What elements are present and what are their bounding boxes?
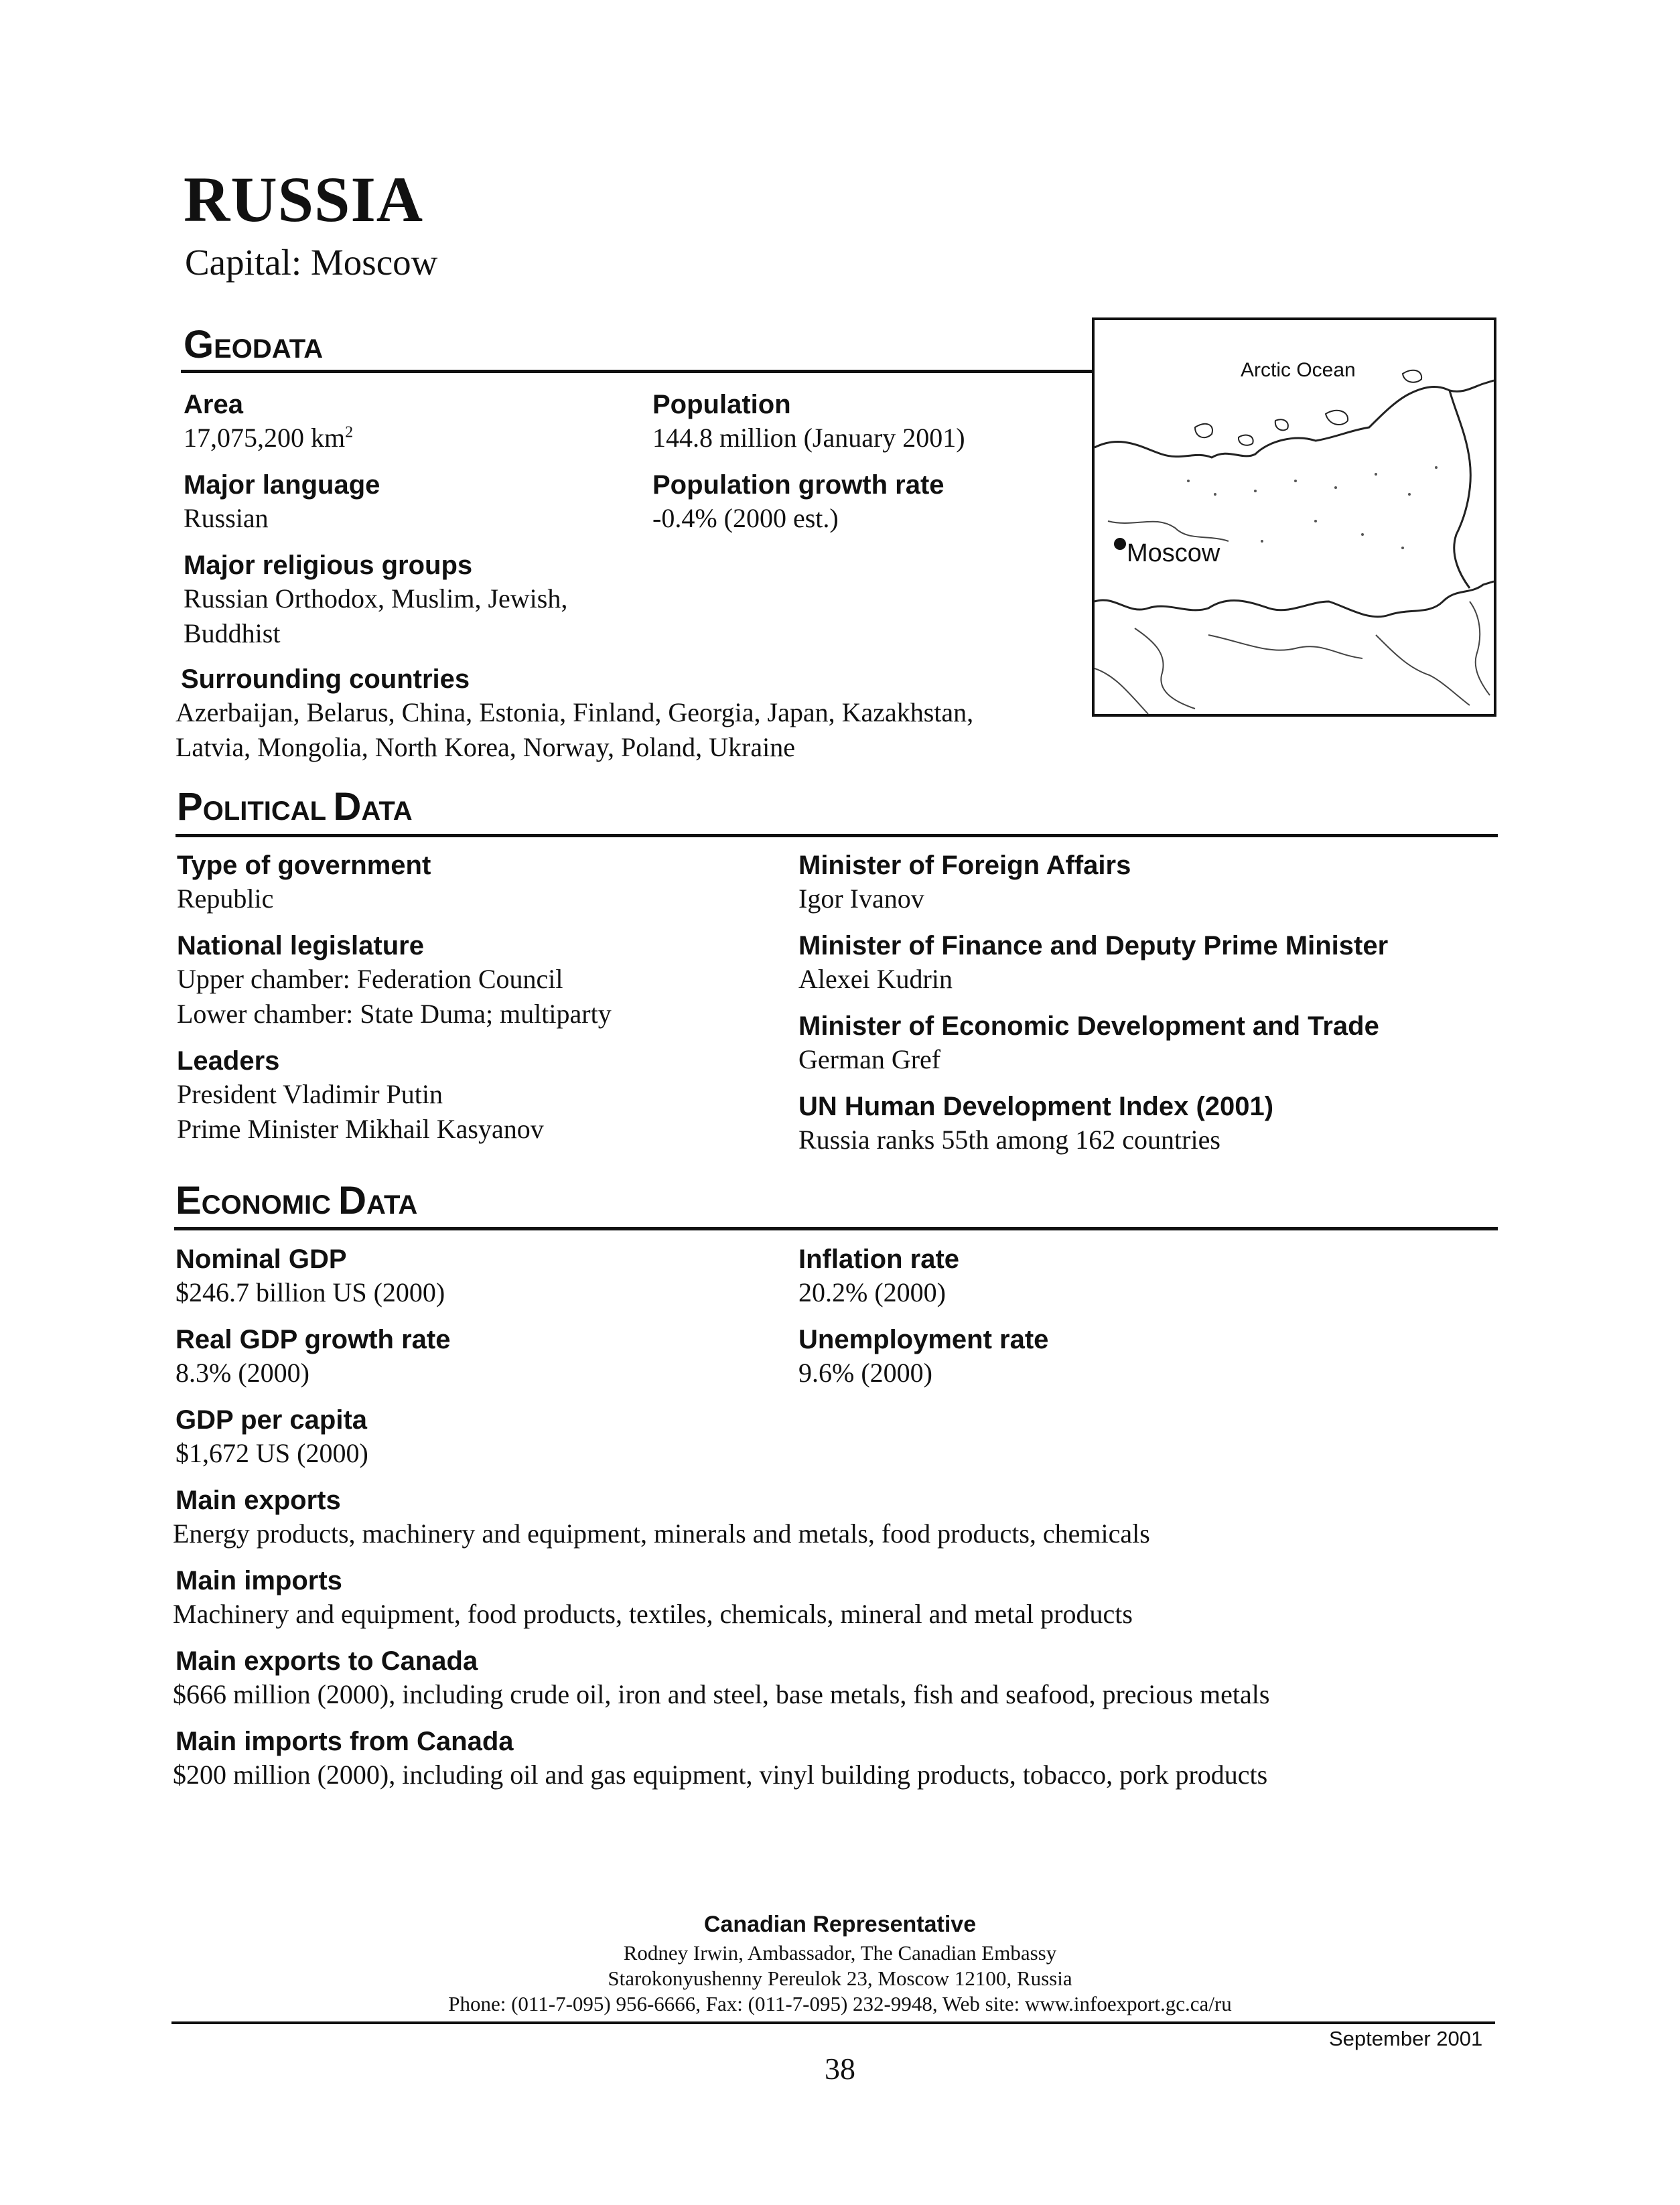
religion-label: Major religious groups (184, 551, 473, 580)
political-rule (176, 834, 1498, 837)
representative-line-2: Starokonyushenny Pereulok 23, Moscow 12100, Russia (608, 1967, 1072, 1990)
growth-label: Population growth rate (652, 470, 944, 500)
capital-subtitle: Capital: Moscow (185, 242, 438, 283)
unemployment-value: 9.6% (2000) (798, 1358, 932, 1388)
legislature-label: National legislature (177, 931, 424, 961)
representative-heading: Canadian Representative (703, 1912, 977, 1937)
russia-map-graphic (1095, 320, 1494, 714)
representative-line-1: Rodney Irwin, Ambassador, The Canadian Embassy (623, 1941, 1057, 1965)
inflation-value: 20.2% (2000) (798, 1277, 946, 1307)
foreign-minister-label: Minister of Foreign Affairs (798, 851, 1131, 880)
hdi-label: UN Human Development Index (2001) (798, 1092, 1274, 1121)
imports-from-canada-value: $200 million (2000), including oil and gas equipment, vinyl building products, tobacco, pork products (173, 1760, 1268, 1790)
gdp-per-capita-value: $1,672 US (2000) (176, 1438, 368, 1468)
economic-rule (174, 1227, 1498, 1230)
gdp-value: $246.7 billion US (2000) (176, 1277, 445, 1307)
legislature-value-1: Upper chamber: Federation Council (177, 964, 563, 994)
geodata-rule (181, 370, 1093, 373)
gdp-label: Nominal GDP (176, 1244, 347, 1274)
map-ocean-label: Arctic Ocean (1241, 359, 1356, 381)
main-exports-label: Main exports (176, 1486, 341, 1515)
econdev-minister-label: Minister of Economic Development and Trade (798, 1011, 1379, 1041)
unemployment-label: Unemployment rate (798, 1325, 1049, 1354)
exports-to-canada-label: Main exports to Canada (176, 1646, 478, 1676)
legislature-value-2: Lower chamber: State Duma; multiparty (177, 999, 612, 1029)
economic-heading: ECONOMIC DATA (176, 1179, 418, 1222)
page-number: 38 (825, 2052, 855, 2086)
area-value: 17,075,200 $km^2$ (184, 423, 354, 453)
footer-rule (171, 2021, 1495, 2024)
finance-minister-value: Alexei Kudrin (798, 964, 953, 994)
religion-value-2: Buddhist (184, 618, 281, 648)
government-label: Type of government (177, 851, 431, 880)
area-label: Area (184, 390, 243, 419)
surrounding-label: Surrounding countries (181, 664, 470, 694)
exports-to-canada-value: $666 million (2000), including crude oil, iron and steel, base metals, fish and seafood, precious metals (173, 1679, 1270, 1709)
publication-date: September 2001 (1329, 2027, 1483, 2050)
representative-line-3: Phone: (011-7-095) 956-6666, Fax: (011-7-095) 232-9948, Web site: www.infoexport.gc.ca/ru (448, 1992, 1232, 2015)
leaders-label: Leaders (177, 1046, 280, 1076)
growth-value: -0.4% (2000 est.) (652, 503, 839, 533)
main-exports-value: Energy products, machinery and equipment, minerals and metals, food products, chemicals (173, 1518, 1150, 1549)
country-title: RUSSIA (184, 163, 424, 235)
population-label: Population (652, 390, 791, 419)
hdi-value: Russia ranks 55th among 162 countries (798, 1125, 1220, 1155)
russia-map (1092, 317, 1496, 717)
population-value: 144.8 million (January 2001) (652, 423, 965, 453)
main-imports-value: Machinery and equipment, food products, textiles, chemicals, mineral and metal products (173, 1599, 1133, 1629)
foreign-minister-value: Igor Ivanov (798, 883, 924, 914)
political-heading: POLITICAL DATA (177, 785, 413, 829)
econdev-minister-value: German Gref (798, 1044, 941, 1074)
inflation-label: Inflation rate (798, 1244, 960, 1274)
surrounding-value-1: Azerbaijan, Belarus, China, Estonia, Finland, Georgia, Japan, Kazakhstan, (176, 697, 974, 727)
gdp-growth-value: 8.3% (2000) (176, 1358, 309, 1388)
religion-value-1: Russian Orthodox, Muslim, Jewish, (184, 583, 568, 614)
government-value: Republic (177, 883, 274, 914)
moscow-marker (1114, 538, 1126, 550)
language-value: Russian (184, 503, 269, 533)
imports-from-canada-label: Main imports from Canada (176, 1727, 514, 1756)
leaders-value-1: President Vladimir Putin (177, 1079, 443, 1109)
geodata-heading: GEODATA (184, 323, 324, 366)
main-imports-label: Main imports (176, 1566, 342, 1595)
finance-minister-label: Minister of Finance and Deputy Prime Minister (798, 931, 1389, 961)
leaders-value-2: Prime Minister Mikhail Kasyanov (177, 1114, 544, 1144)
surrounding-value-2: Latvia, Mongolia, North Korea, Norway, Poland, Ukraine (176, 732, 795, 762)
gdp-per-capita-label: GDP per capita (176, 1405, 368, 1435)
gdp-growth-label: Real GDP growth rate (176, 1325, 451, 1354)
map-capital-label: Moscow (1127, 539, 1220, 567)
language-label: Major language (184, 470, 380, 500)
